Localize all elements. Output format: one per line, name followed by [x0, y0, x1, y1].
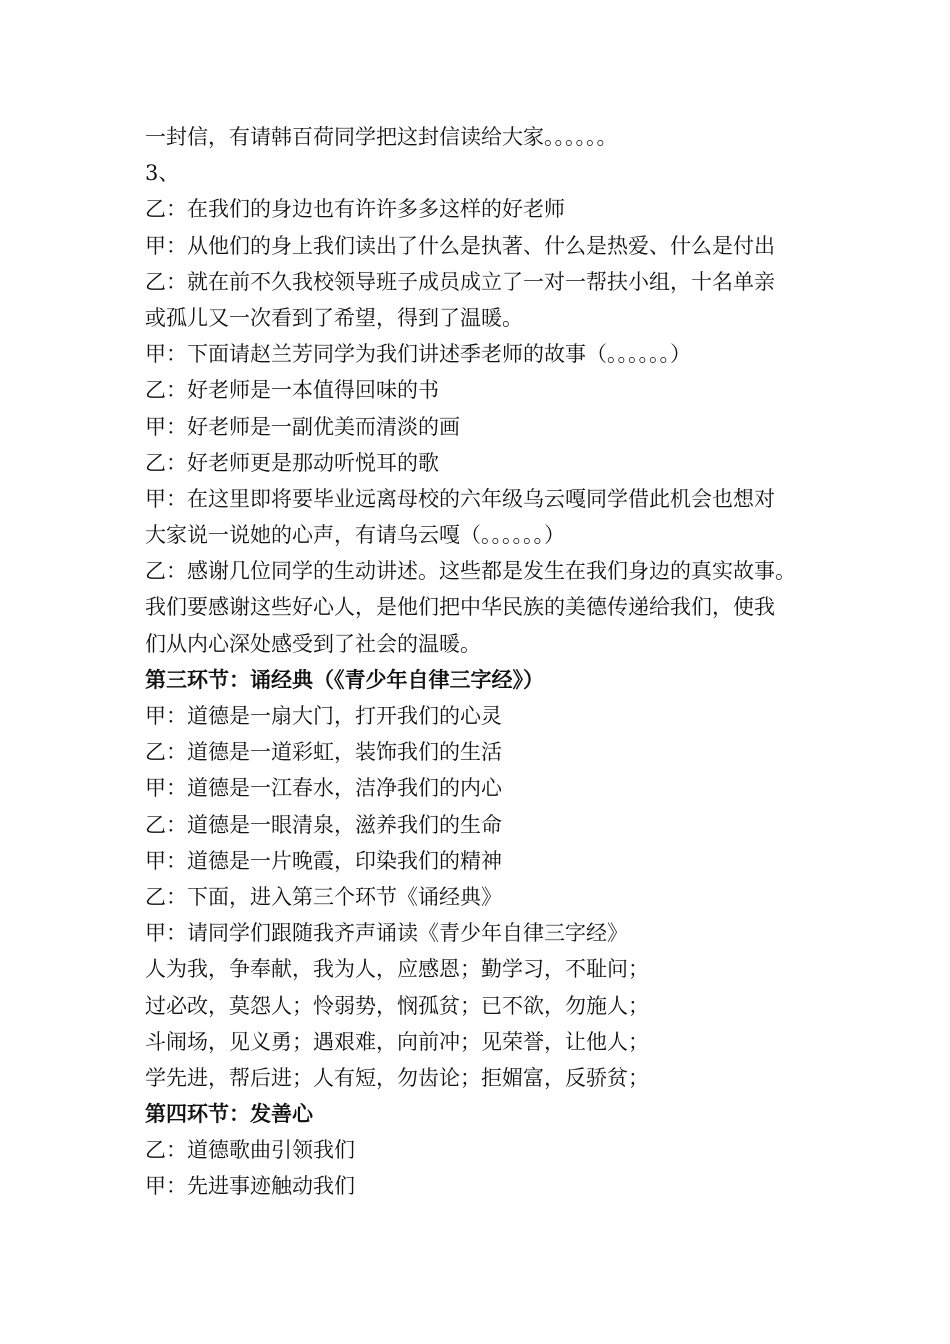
text-line: 学先进，帮后进；人有短，勿齿论；拒媚富，反骄贫；: [145, 1065, 649, 1090]
text-line: 甲：先进事迹触动我们: [145, 1174, 355, 1199]
document-body: [145, 119, 835, 1205]
text-line: 3、: [145, 161, 180, 186]
text-line: 过必改，莫怨人；怜弱势，悯孤贫；已不欲，勿施人；: [145, 993, 649, 1018]
text-line: 甲：道德是一扇大门，打开我们的心灵: [145, 704, 502, 728]
text-line: 乙：好老师更是那动听悦耳的歌: [145, 450, 439, 475]
text-line: 大家说一说她的心声，有请乌云嘎（。。。。。。）: [145, 523, 565, 548]
text-line: 乙：下面，进入第三个环节《诵经典》: [145, 884, 502, 909]
text-line: 甲：下面请赵兰芳同学为我们讲述季老师的故事（。。。。。。）: [145, 342, 691, 367]
text-line: 甲：从他们的身上我们读出了什么是执著、什么是热爱、什么是付出: [145, 233, 775, 258]
section-heading: 第四环节：发善心: [145, 1102, 313, 1127]
text-line: 甲：请同学们跟随我齐声诵读《青少年自律三字经》: [145, 921, 628, 946]
text-line: 乙：就在前不久我校领导班子成员成立了一对一帮扶小组，十名单亲: [145, 269, 775, 294]
section-heading: 第三环节：诵经典（《青少年自律三字经》）: [145, 667, 544, 692]
text-line: 甲：道德是一片晚霞，印染我们的精神: [145, 848, 502, 873]
text-line: 甲：在这里即将要毕业远离母校的六年级乌云嘎同学借此机会也想对: [145, 486, 775, 511]
text-line: 乙：在我们的身边也有许许多多这样的好老师: [145, 197, 565, 222]
text-line: 甲：好老师是一副优美而清淡的画: [145, 414, 460, 439]
text-line: 或孤儿又一次看到了希望，得到了温暖。: [145, 305, 523, 330]
text-line: 乙：好老师是一本值得回味的书: [145, 378, 439, 403]
text-line: 一封信，有请韩百荷同学把这封信读给大家。。。。。。: [145, 125, 618, 149]
text-line: 人为我，争奉献，我为人，应感恩；勤学习，不耻问；: [145, 957, 649, 982]
text-line: 斗闹场，见义勇；遇艰难，向前冲；见荣誉，让他人；: [145, 1029, 649, 1054]
text-line: 乙：感谢几位同学的生动讲述。这些都是发生在我们身边的真实故事。: [145, 559, 796, 584]
text-line: 们从内心深处感受到了社会的温暖。: [145, 631, 481, 656]
text-line: 乙：道德歌曲引领我们: [145, 1138, 355, 1163]
text-line: 乙：道德是一眼清泉，滋养我们的生命: [145, 812, 502, 837]
text-line: 乙：道德是一道彩虹，装饰我们的生活: [145, 740, 502, 765]
text-line: 甲：道德是一江春水，洁净我们的内心: [145, 776, 502, 801]
text-line: 我们要感谢这些好心人，是他们把中华民族的美德传递给我们，使我: [145, 595, 775, 620]
